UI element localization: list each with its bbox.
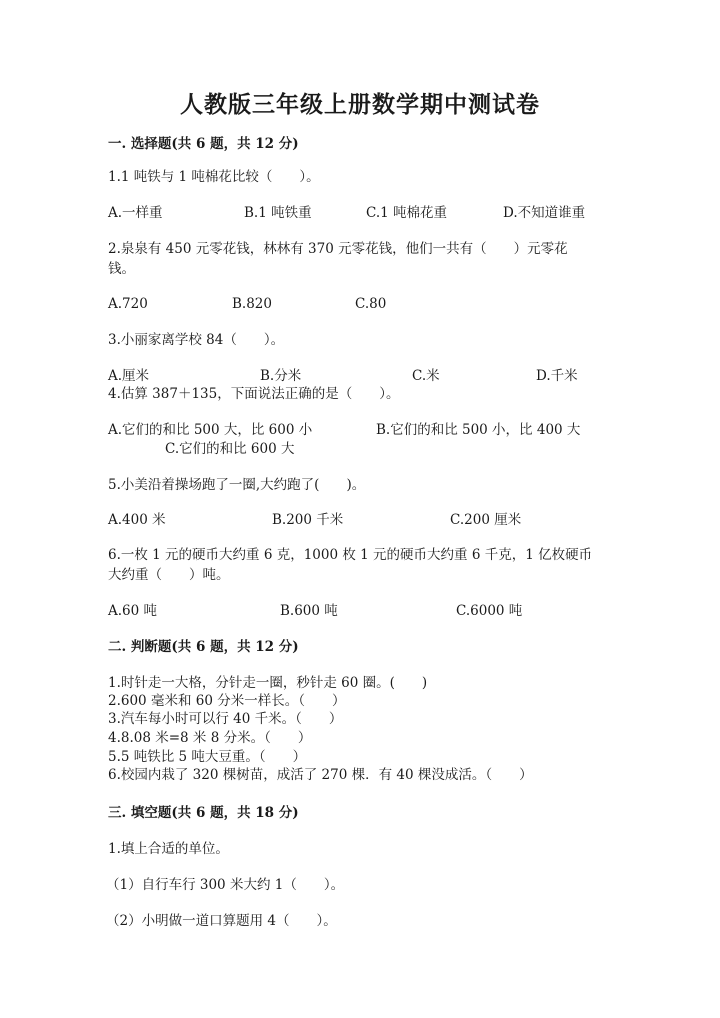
option-a: A.它们的和比 500 大，比 600 小 [108, 422, 313, 438]
judge-item: 3.汽车每小时可以行 40 千米。（ ） [108, 711, 343, 727]
option-d: D.不知道谁重 [503, 205, 586, 221]
option-c: C.80 [355, 296, 387, 312]
question-text: 6.一枚 1 元的硬币大约重 6 克，1000 枚 1 元的硬币大约重 6 千克，1 亿枚硬币 [108, 547, 593, 563]
option-d: D.千米 [536, 368, 578, 384]
question-text: 1.1 吨铁与 1 吨棉花比较（ ）。 [108, 169, 320, 185]
option-c: C.6000 吨 [456, 603, 523, 619]
option-a: A.400 米 [108, 512, 166, 528]
option-b: B.1 吨铁重 [244, 205, 312, 221]
judge-item: 6.校园内栽了 320 棵树苗，成活了 270 棵．有 40 棵没成活。（ ） [108, 767, 533, 783]
option-a: A.720 [108, 296, 148, 312]
option-b: B.820 [232, 296, 272, 312]
option-a: A.一样重 [108, 205, 163, 221]
option-a: A.厘米 [108, 368, 150, 384]
question-text: 4.估算 387＋135，下面说法正确的是（ ）。 [108, 386, 400, 402]
page-title: 人教版三年级上册数学期中测试卷 [180, 91, 540, 118]
option-c: C.1 吨棉花重 [366, 205, 448, 221]
question-text: 3.小丽家离学校 84（ ）。 [108, 332, 285, 348]
judge-item: 5.5 吨铁比 5 吨大豆重。（ ） [108, 749, 307, 765]
option-c: C.它们的和比 600 大 [165, 441, 295, 457]
option-a: A.60 吨 [108, 603, 158, 619]
option-b: B.分米 [260, 368, 302, 384]
question-text: 1.填上合适的单位。 [108, 841, 229, 857]
option-b: B.200 千米 [272, 512, 344, 528]
option-b: B.600 吨 [280, 603, 338, 619]
question-text: 5.小美沿着操场跑了一圈,大约跑了( )。 [108, 477, 366, 493]
section-heading-choice: 一. 选择题(共 6 题，共 12 分) [108, 136, 299, 152]
judge-item: 2.600 毫米和 60 分米一样长。（ ） [108, 693, 346, 709]
section-heading-fill: 三. 填空题(共 6 题，共 18 分) [108, 805, 299, 821]
option-c: C.200 厘米 [450, 512, 522, 528]
question-text: 2.泉泉有 450 元零花钱，林林有 370 元零花钱，他们一共有（ ）元零花 [108, 241, 568, 257]
option-b: B.它们的和比 500 小，比 400 大 [376, 422, 581, 438]
sub-question: （2）小明做一道口算题用 4（ ）。 [106, 913, 337, 929]
question-text-continued: 大约重（ ）吨。 [108, 567, 230, 583]
question-text-continued: 钱。 [108, 261, 135, 277]
judge-item: 1.时针走一大格，分针走一圈，秒针走 60 圈。( ) [108, 675, 428, 691]
option-c: C.米 [412, 368, 440, 384]
judge-item: 4.8.08 米=8 米 8 分米。（ ） [108, 730, 312, 746]
section-heading-judge: 二. 判断题(共 6 题，共 12 分) [108, 639, 299, 655]
sub-question: （1）自行车行 300 米大约 1（ ）。 [106, 877, 345, 893]
